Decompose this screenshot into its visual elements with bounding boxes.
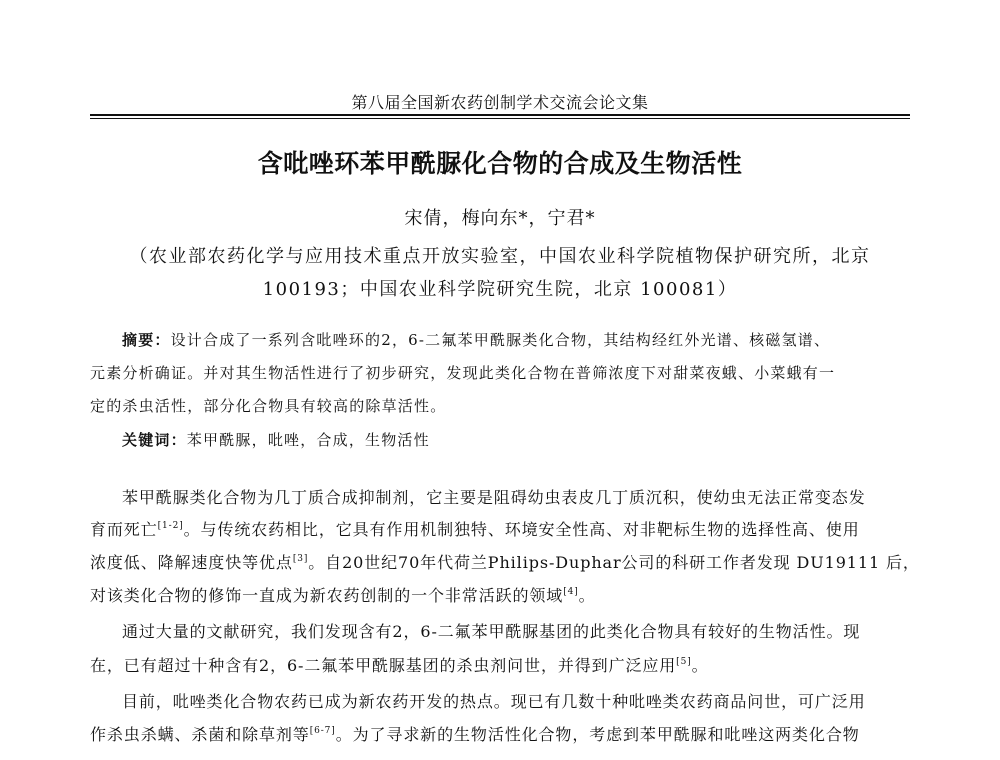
- p3-line-2-b: 。为了寻求新的生物活性化合物，考虑到苯甲酰脲和吡唑这两类化合物: [335, 725, 860, 744]
- p3-line-1: 目前，吡唑类化合物农药已成为新农药开发的热点。现已有几数十种吡唑类农药商品问世，可广泛用: [122, 692, 866, 711]
- p1-line-2: [90, 520, 910, 540]
- abstract-label: 摘要：: [122, 331, 171, 349]
- p3-line-2-a: 作杀虫杀螨、杀菌和除草剂等: [90, 725, 310, 744]
- p2-line-1: 通过大量的文献研究，我们发现含有2，6-二氟苯甲酰脲基团的此类化合物具有较好的生物活性。现: [122, 622, 861, 641]
- header-rule-thin: [90, 118, 910, 119]
- p3-line-2: [90, 725, 910, 745]
- keywords-line: [122, 430, 910, 450]
- header-rule-thick: [90, 114, 910, 116]
- p2-line-2-a: 在，已有超过十种含有2，6-二氟苯甲酰脲基团的杀虫剂问世，并得到广泛应用: [90, 656, 677, 675]
- paper-title: 含吡唑环苯甲酰脲化合物的合成及生物活性: [257, 149, 743, 178]
- abstract-text-1: 设计合成了一系列含吡唑环的2，6-二氟苯甲酰脲类化合物，其结构经红外光谱、核磁氢谱、: [170, 331, 831, 349]
- citation-5: [5]: [676, 657, 692, 667]
- p1-line-4: [90, 586, 910, 606]
- p1-line-1: 苯甲酰脲类化合物为几丁质合成抑制剂，它主要是阻碍幼虫表皮几丁质沉积，使幼虫无法正常变态发: [122, 488, 866, 507]
- abstract-line-2: 元素分析确证。并对其生物活性进行了初步研究，发现此类化合物在普筛浓度下对甜菜夜蛾、小菜蛾有一: [90, 364, 836, 382]
- paper-authors: 宋倩，梅向东*，宁君*: [404, 208, 596, 229]
- p1-line-3-b: 。自20世纪70年代荷兰Philips-Duphar公司的科研工作者发现 DU19111 后，: [308, 553, 920, 572]
- p1-line-3-a: 浓度低、降解速度快等优点: [90, 553, 293, 572]
- abstract-line-1: [122, 330, 910, 350]
- keywords-text: 苯甲酰脲，吡唑，合成，生物活性: [186, 431, 430, 449]
- affiliation-line-2: 100193；中国农业科学院研究生院，北京 100081）: [262, 279, 738, 300]
- abstract-line-3: 定的杀虫活性，部分化合物具有较高的除草活性。: [90, 397, 447, 415]
- citation-1-2: [1-2]: [157, 521, 184, 531]
- citation-4: [4]: [563, 587, 579, 597]
- p1-line-3: [90, 553, 920, 573]
- p1-line-4-b: 。: [578, 586, 596, 605]
- keywords-label: 关键词：: [122, 431, 187, 449]
- p2-line-2: [90, 656, 910, 676]
- running-header: 第八届全国新农药创制学术交流会论文集: [351, 93, 649, 112]
- p1-line-2-b: 。与传统农药相比，它具有作用机制独特、环境安全性高、对非靶标生物的选择性高、使用: [183, 520, 860, 539]
- p2-line-2-b: 。: [691, 656, 709, 675]
- p1-line-2-a: 育而死亡: [90, 520, 158, 539]
- p1-line-4-a: 对该类化合物的修饰一直成为新农药创制的一个非常活跃的领域: [90, 586, 564, 605]
- citation-3: [3]: [292, 554, 309, 564]
- citation-6-7: [6-7]: [309, 726, 336, 736]
- affiliation-line-1: （农业部农药化学与应用技术重点开放实验室，中国农业科学院植物保护研究所，北京: [129, 246, 871, 267]
